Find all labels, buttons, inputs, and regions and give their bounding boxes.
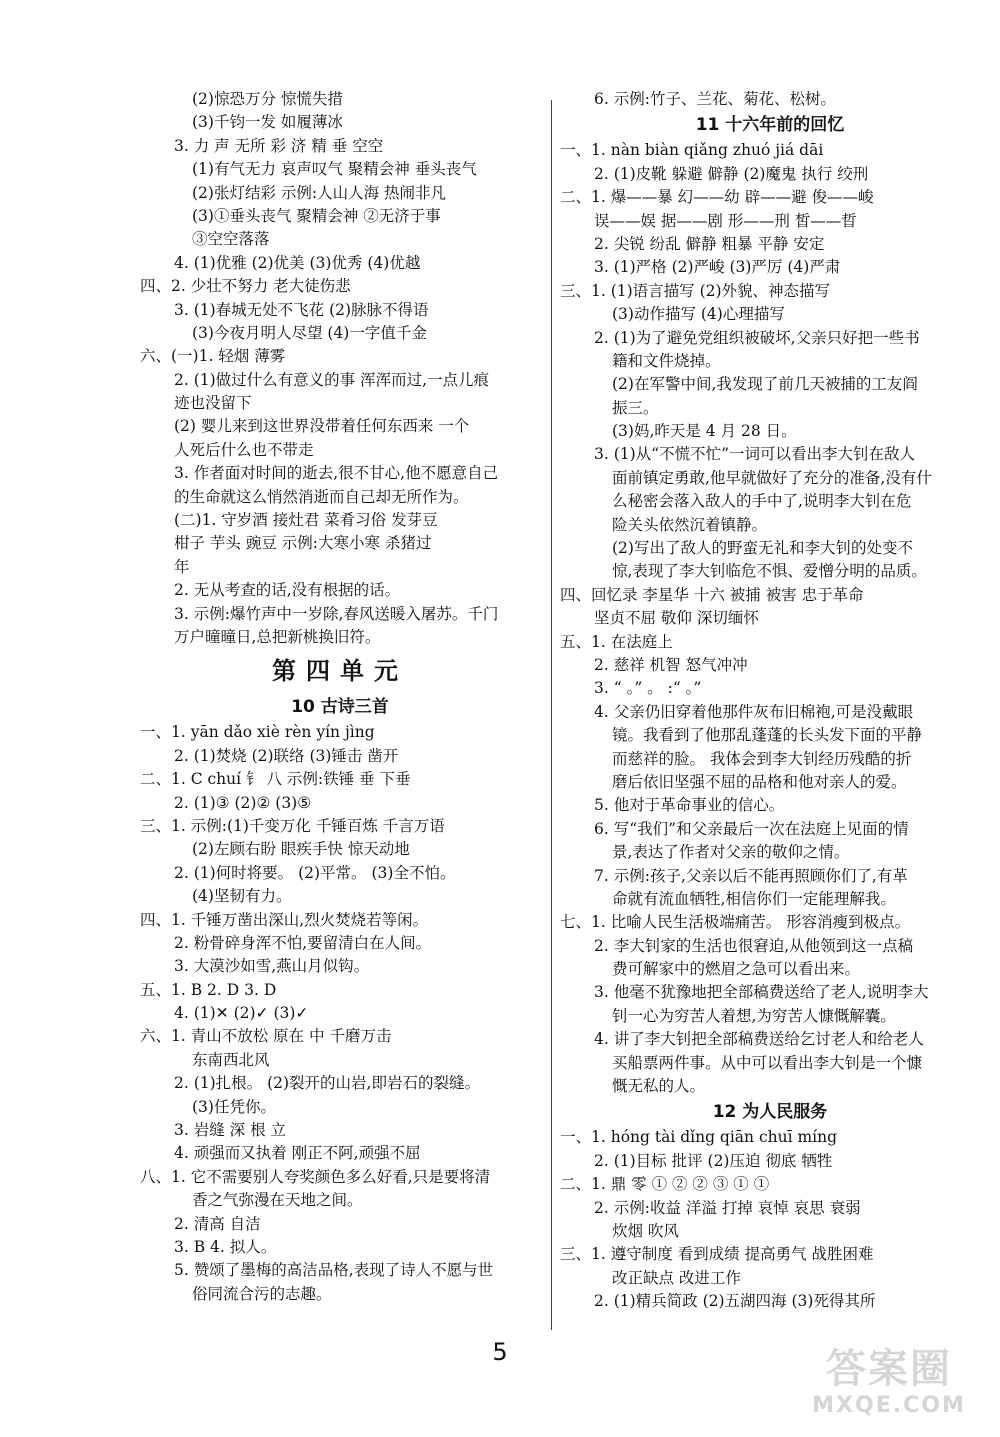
answer-line: 一、1. hóng tài dǐng qiān chuī míng — [560, 1128, 838, 1147]
answer-line: 4. 顽强而又执着 刚正不阿,顽强不屈 — [174, 1144, 421, 1163]
answer-line: 坚贞不屈 敬仰 深切缅怀 — [594, 609, 759, 628]
answer-line: 三、1. (1)语言描写 (2)外貌、神态描写 — [560, 281, 831, 300]
answer-line: 三、1. 示例:(1)千变万化 千锤百炼 千言万语 — [140, 816, 445, 835]
answer-line: 二、1. 爆——暴 幻——幼 辟——避 俊——峻 — [560, 188, 874, 207]
lesson-title: 10 古诗三首 — [291, 697, 389, 718]
answer-line: 慨无私的人。 — [612, 1077, 706, 1096]
answer-line: (2)在军警中间,我发现了前几天被捕的工友阎 — [612, 375, 918, 394]
answer-line: 2. 李大钊家的生活也很窘迫,从他领到这一点稿 — [594, 936, 914, 955]
answer-line: 的生命就这么悄然消逝而自己却无所作为。 — [174, 487, 469, 506]
answer-line: 2. (1)何时将要。 (2)平常。 (3)全不怕。 — [174, 863, 456, 882]
answer-line: 钊一心为穷苦人着想,为穷苦人慷慨解囊。 — [612, 1006, 896, 1025]
answer-line: 籍和文件烧掉。 — [612, 351, 721, 370]
answer-line: 景,表达了作者对父亲的敬仰之情。 — [612, 843, 850, 862]
page-number: 5 — [492, 1338, 508, 1366]
unit-heading: 第四单元 — [272, 657, 408, 686]
answer-line: 东南西北风 — [192, 1050, 270, 1069]
answer-line: (2)写出了敌人的野蛮无礼和李大钊的处变不 — [612, 539, 913, 558]
answer-line: 七、1. 比喻人民生活极端痛苦。 形容消瘦到极点。 — [560, 913, 911, 932]
answer-line: 命就有流血牺牲,相信你们一定能理解我。 — [612, 889, 896, 908]
answer-line: ③空空落落 — [192, 230, 270, 249]
answer-line: 八、1. 它不需要别人夸奖颜色多么好看,只是要将清 — [140, 1167, 491, 1186]
watermark-logo — [804, 1345, 974, 1431]
answer-line: 六、(一)1. 轻烟 薄雾 — [140, 347, 286, 366]
answer-line: 5. 他对于革命事业的信心。 — [594, 796, 785, 815]
column-divider — [551, 100, 552, 1330]
answer-line: (3)动作描写 (4)心理描写 — [612, 305, 785, 324]
answer-line: 三、1. 遵守制度 看到成绩 提高勇气 战胜困难 — [560, 1245, 874, 1264]
answer-line: 3. (1)严格 (2)严峻 (3)严厉 (4)严肃 — [594, 258, 841, 277]
answer-line: 面前镇定勇敢,他早就做好了充分的准备,没有什 — [612, 468, 932, 487]
answer-line: 2. (1)为了避免党组织被破坏,父亲只好把一些书 — [594, 328, 920, 347]
answer-line: 二、1. 鼎 零 ① ② ② ③ ① ① — [560, 1175, 770, 1194]
answer-line: 7. 示例:孩子,父亲以后不能再照顾你们了,有革 — [594, 866, 908, 885]
answer-line: 4. (1)✕ (2)✓ (3)✓ — [174, 1004, 309, 1023]
answer-line: 五、1. 在法庭上 — [560, 632, 673, 651]
answer-line: 二、1. C chuí 钅 八 示例:铁锤 垂 下垂 — [140, 770, 411, 789]
lesson-title: 11 十六年前的回忆 — [695, 115, 845, 136]
answer-line: 费可解家中的燃眉之急可以看出来。 — [612, 960, 861, 979]
answer-line: 2. (1)做过什么有意义的事 浑浑而过,一点儿痕 — [174, 370, 490, 389]
answer-line: 炊烟 吹风 — [612, 1221, 679, 1240]
answer-line: 2. 尖锐 纷乱 僻静 粗暴 平静 安定 — [594, 234, 825, 253]
answer-line: 磨后依旧坚强不屈的品格和他对亲人的爱。 — [612, 772, 907, 791]
answer-line: 3. 示例:爆竹声中一岁除,春风送暖入屠苏。千门 — [174, 604, 499, 623]
watermark-title: 答案圈 — [826, 1346, 952, 1392]
left-column — [140, 88, 540, 1306]
answer-line: 买船票两件事。从中可以看出李大钊是一个慷 — [612, 1053, 923, 1072]
answer-line: 2. 慈祥 机智 怒气冲冲 — [594, 655, 748, 674]
answer-line: 2. (1)皮靴 躲避 僻静 (2)魔鬼 执行 绞刑 — [594, 164, 869, 183]
answer-line: (1)有气无力 哀声叹气 聚精会神 垂头丧气 — [192, 160, 477, 179]
answer-line: 误——娱 据——剧 形——刑 皙——晢 — [594, 211, 857, 230]
answer-line: 一、1. yān dǎo xiè rèn yín jìng — [140, 723, 375, 742]
answer-line: 2. (1)③ (2)② (3)⑤ — [174, 793, 312, 812]
answer-line: (2)左顾右盼 眼疾手快 惊天动地 — [192, 840, 410, 859]
answer-line: 3. 大漠沙如雪,燕山月似钩。 — [174, 957, 370, 976]
answer-line: 四、回忆录 李星华 十六 被捕 被害 忠于革命 — [560, 585, 864, 604]
answer-line: 险关头依然沉着镇静。 — [612, 515, 768, 534]
answer-line: (3)妈,昨天是 4 月 28 日。 — [612, 422, 797, 441]
answer-line: (3)①垂头丧气 聚精会神 ②无济于事 — [192, 206, 441, 225]
answer-line: 惊,表现了李大钊临危不惧、爱憎分明的品质。 — [612, 562, 927, 581]
right-column — [560, 88, 980, 1314]
answer-line: 四、2. 少壮不努力 老大徒伤悲 — [140, 277, 351, 296]
answer-line: 振三。 — [612, 398, 659, 417]
answer-line: 3. “ 。” 。 :“ 。” — [594, 679, 702, 698]
answer-line: 改正缺点 改进工作 — [612, 1268, 741, 1287]
answer-line: 6. 写“我们”和父亲最后一次在法庭上见面的情 — [594, 819, 909, 838]
answer-line: 迹也没留下 — [174, 394, 252, 413]
answer-line: 3. 力 声 无所 彩 济 精 垂 空空 — [174, 136, 384, 155]
answer-line: 四、1. 千锤万凿出深山,烈火焚烧若等闲。 — [140, 910, 429, 929]
answer-line: 一、1. nàn biàn qiǎng zhuó jiá dāi — [560, 141, 824, 160]
answer-line: 万户曈曈日,总把新桃换旧符。 — [174, 627, 381, 646]
answer-line: 2. 无从考查的话,没有根据的话。 — [174, 581, 401, 600]
answer-line: 镜。我看到了他那乱蓬蓬的长头发下面的平静 — [612, 726, 923, 745]
answer-line: 3. 作者面对时间的逝去,很不甘心,他不愿意自己 — [174, 464, 499, 483]
answer-line: 4. (1)优雅 (2)优美 (3)优秀 (4)优越 — [174, 253, 421, 272]
answer-line: 五、1. B 2. D 3. D — [140, 980, 277, 999]
answer-line: 柑子 芋头 豌豆 示例:大寒小寒 杀猪过 — [174, 534, 432, 553]
answer-line: 4. 讲了李大钊把全部稿费送给乞讨老人和给老人 — [594, 1030, 924, 1049]
answer-line: 2. 粉骨碎身浑不怕,要留清白在人间。 — [174, 933, 432, 952]
watermark-url: MXQE.COM — [812, 1393, 966, 1418]
answer-line: 4. 父亲仍旧穿着他那件灰布旧棉袍,可是没戴眼 — [594, 702, 914, 721]
answer-line: 2. (1)目标 批评 (2)压迫 彻底 牺牲 — [594, 1151, 833, 1170]
answer-line: 而慈祥的脸。 我体会到李大钊经历残酷的折 — [612, 749, 912, 768]
answer-line: (3)今夜月明人尽望 (4)一字值千金 — [192, 323, 427, 342]
answer-line: (2)张灯结彩 示例:人山人海 热闹非凡 — [192, 183, 447, 202]
answer-line: 2. 清高 自洁 — [174, 1214, 261, 1233]
answer-line: 3. B 4. 拟人。 — [174, 1237, 277, 1256]
answer-line: 3. 岩缝 深 根 立 — [174, 1121, 286, 1140]
answer-line: 香之气弥漫在天地之间。 — [192, 1191, 363, 1210]
answer-line: 5. 赞颂了墨梅的高洁品格,表现了诗人不愿与世 — [174, 1261, 494, 1280]
answer-line: (4)坚韧有力。 — [192, 887, 292, 906]
answer-line: (2) 婴儿来到这世界没带着任何东西来 一个 — [174, 417, 470, 436]
answer-line: 2. 示例:收益 洋溢 打掉 哀悼 哀思 衰弱 — [594, 1198, 861, 1217]
answer-line: (3)任凭你。 — [192, 1097, 276, 1116]
answer-line: 2. (1)焚烧 (2)联络 (3)锤击 凿开 — [174, 746, 399, 765]
answer-line: 6. 示例:竹子、兰花、菊花、松树。 — [594, 90, 836, 108]
answer-line: 3. (1)从“不慌不忙”一词可以看出李大钊在敌人 — [594, 445, 916, 464]
answer-line: 六、1. 青山不放松 原在 中 千磨万击 — [140, 1027, 392, 1046]
answer-line: (二)1. 守岁酒 接灶君 菜肴习俗 发芽豆 — [174, 511, 438, 530]
answer-line: 3. 他毫不犹豫地把全部稿费送给了老人,说明李大 — [594, 983, 929, 1002]
answer-line: 么秘密会落入敌人的手中了,说明李大钊在危 — [612, 492, 912, 511]
answer-line: 2. (1)扎根。 (2)裂开的山岩,即岩石的裂缝。 — [174, 1074, 480, 1093]
answer-line: 年 — [174, 557, 190, 576]
answer-line: 2. (1)精兵简政 (2)五湖四海 (3)死得其所 — [594, 1292, 876, 1311]
answer-line: 3. (1)春城无处不飞花 (2)脉脉不得语 — [174, 300, 429, 319]
answer-line: 俗同流合污的志趣。 — [192, 1284, 332, 1303]
answer-line: 人死后什么也不带走 — [174, 440, 314, 459]
answer-line: (3)千钧一发 如履薄冰 — [192, 113, 343, 132]
lesson-title: 12 为人民服务 — [712, 1102, 828, 1123]
answer-line: (2)惊恐万分 惊慌失措 — [192, 90, 343, 108]
